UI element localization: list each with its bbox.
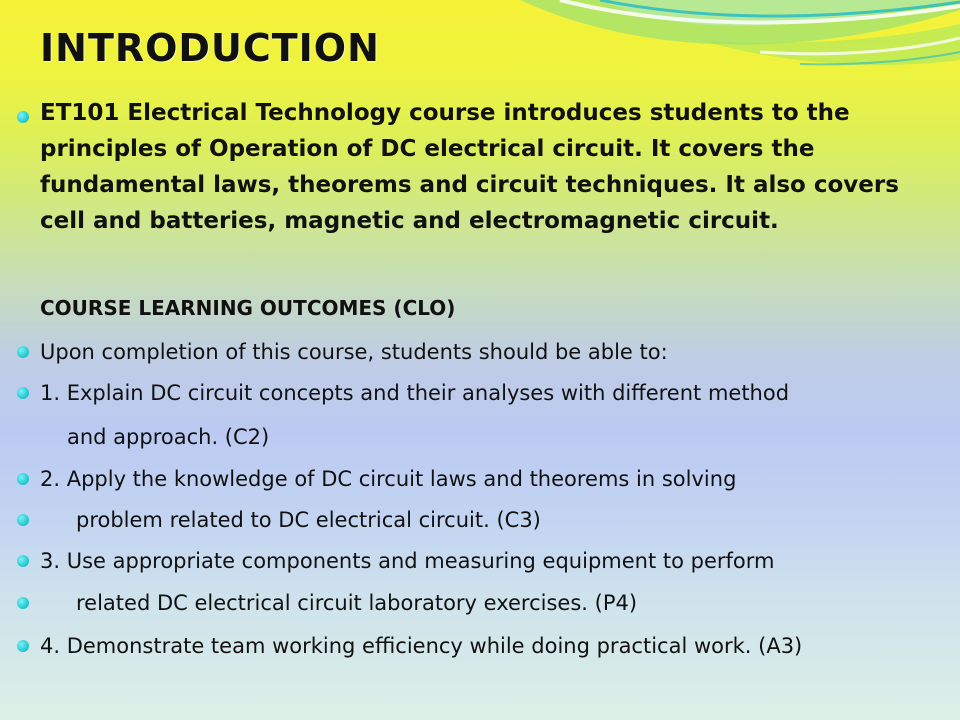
bullet-icon: [17, 111, 29, 123]
clo-item-text: 3. Use appropriate components and measuring equipment to perform: [40, 549, 775, 573]
bullet-icon: [17, 387, 29, 399]
intro-line-4: cell and batteries, magnetic and electromagnetic circuit.: [40, 208, 779, 234]
clo-heading: COURSE LEARNING OUTCOMES (CLO): [40, 296, 456, 320]
clo-item-text: 1. Explain DC circuit concepts and their analyses with different method: [40, 381, 790, 405]
clo-item-text: and approach. (C2): [67, 425, 270, 449]
bullet-icon: [17, 473, 29, 485]
intro-line-3: fundamental laws, theorems and circuit techniques. It also covers: [40, 172, 899, 198]
intro-line-1: ET101 Electrical Technology course introduces students to the: [40, 100, 850, 126]
slide-title: INTRODUCTION: [40, 26, 380, 70]
clo-item-text: problem related to DC electrical circuit. (C3): [76, 508, 541, 532]
clo-item-text: Upon completion of this course, students should be able to:: [40, 340, 668, 364]
bullet-icon: [17, 555, 29, 567]
bullet-icon: [17, 514, 29, 526]
bullet-icon: [17, 597, 29, 609]
clo-item-text: related DC electrical circuit laboratory exercises. (P4): [76, 591, 638, 615]
bullet-icon: [17, 640, 29, 652]
clo-item-text: 4. Demonstrate team working efficiency while doing practical work. (A3): [40, 634, 803, 658]
bullet-icon: [17, 346, 29, 358]
intro-line-2: principles of Operation of DC electrical circuit. It covers the: [40, 136, 815, 162]
clo-item-text: 2. Apply the knowledge of DC circuit laws and theorems in solving: [40, 467, 737, 491]
